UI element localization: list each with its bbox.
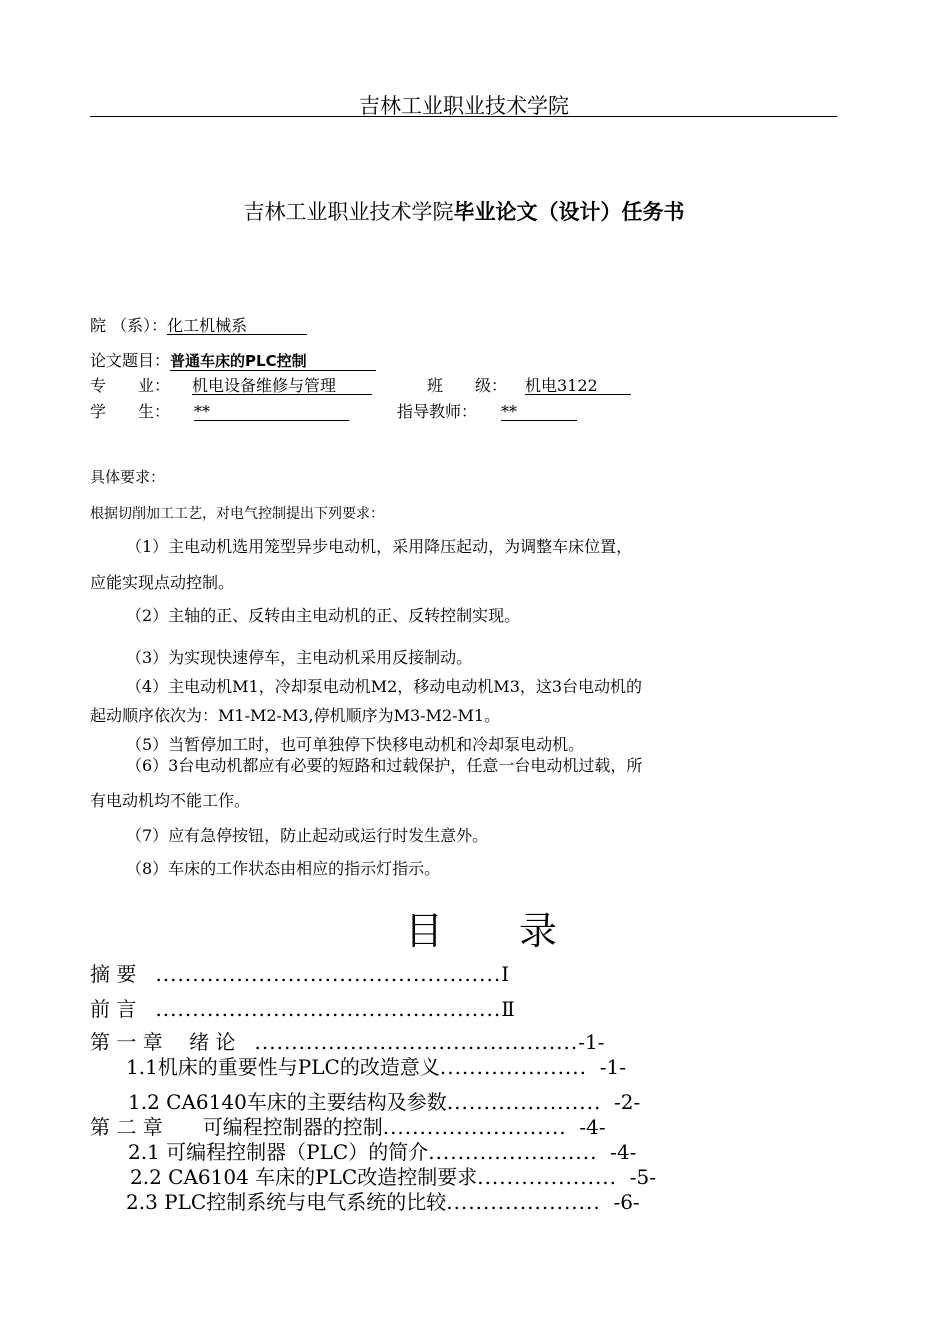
toc-entry-page: -4- (579, 1115, 606, 1139)
toc-entry-label: 2.1 可编程控制器（PLC）的简介 (128, 1140, 429, 1164)
toc-entry[interactable] (126, 1186, 640, 1215)
toc-entry[interactable] (126, 1051, 626, 1080)
requirement-line: （6）3台电动机都应有必要的短路和过载保护，任意一台电动机过载，所 (126, 756, 643, 775)
toc-entry-dots: ......................... (382, 1115, 567, 1139)
toc-entry-label: 1.2 CA6140车床的主要结构及参数 (128, 1090, 447, 1114)
title-main: 毕业论文（设计）任务书 (453, 199, 685, 224)
advisor-row (397, 399, 577, 422)
major-row (90, 373, 372, 396)
topic-row (90, 348, 376, 371)
toc-entry-label: 2.2 CA6104 车床的PLC改造控制要求 (130, 1165, 478, 1189)
toc-entry-dots: ....................... (428, 1140, 598, 1164)
requirement-line: 有电动机均不能工作。 (90, 791, 251, 810)
toc-entry-label: 2.3 PLC控制系统与电气系统的比较 (126, 1190, 447, 1214)
toc-entry-dots: ................... (477, 1165, 618, 1189)
toc-entry-dots: .................... (439, 1055, 588, 1079)
requirement-line: 应能实现点动控制。 (90, 573, 235, 592)
advisor-label: 指导教师： (397, 402, 478, 421)
title-school: 吉林工业职业技术学院 (243, 200, 454, 224)
class-value: 机电3122 (525, 377, 631, 395)
header-divider (90, 116, 837, 117)
toc-entry-page: Ⅱ (501, 997, 515, 1021)
toc-title: 目 录 (405, 909, 558, 953)
toc-entry-page: -5- (629, 1165, 656, 1189)
topic-value: 普通车床的PLC控制 (170, 353, 376, 371)
toc-entry-label: 1.1机床的重要性与PLC的改造意义 (126, 1055, 440, 1079)
major-label: 专 业： (90, 376, 171, 395)
student-row (90, 399, 349, 422)
toc-entry[interactable] (90, 958, 509, 987)
toc-entry-page: -6- (613, 1190, 640, 1214)
requirement-line: （8）车床的工作状态由相应的指示灯指示。 (126, 859, 441, 878)
toc-entry-dots: ............................................... (155, 962, 502, 986)
topic-label: 论文题目： (90, 351, 171, 370)
major-value: 机电设备维修与管理 (192, 377, 372, 395)
student-value: ** (194, 403, 349, 421)
toc-entry[interactable] (90, 993, 515, 1022)
requirement-line: （4）主电动机M1，冷却泵电动机M2，移动电动机M3，这3台电动机的 (126, 677, 643, 696)
toc-entry-dots: ............................................ (254, 1030, 579, 1054)
toc-entry-page: -2- (614, 1090, 641, 1114)
toc-entry-page: -1- (599, 1055, 626, 1079)
requirement-line: 起动顺序依次为：M1-M2-M3,停机顺序为M3-M2-M1。 (90, 706, 501, 725)
dept-row (90, 313, 307, 336)
student-label: 学 生： (90, 402, 171, 421)
toc-entry-label: 前 言 (90, 997, 137, 1021)
toc-entry-label: 摘 要 (90, 962, 137, 986)
toc-entry-dots: ..................... (446, 1090, 602, 1114)
toc-entry-dots: ............................................... (155, 997, 502, 1021)
dept-label: 院 （系）： (90, 316, 168, 335)
requirements-intro: 根据切削加工工艺，对电气控制提出下列要求： (90, 506, 384, 522)
toc-entry-label: 第 二 章 可编程控制器的控制 (90, 1115, 383, 1139)
toc-entry-page: -4- (610, 1140, 637, 1164)
requirement-line: （3）为实现快速停车，主电动机采用反接制动。 (126, 648, 473, 667)
dept-value: 化工机械系 (167, 317, 307, 335)
toc-entry-label: 第 一 章 绪 论 (90, 1030, 236, 1054)
requirements-heading: 具体要求： (90, 468, 166, 486)
toc-entry-dots: ..................... (446, 1190, 601, 1214)
document-title (0, 196, 928, 226)
page-header-school: 吉林工业职业技术学院 (359, 94, 569, 118)
class-label: 班 级： (427, 376, 508, 395)
requirement-line: （7）应有急停按钮，防止起动或运行时发生意外。 (126, 826, 489, 845)
requirement-line: （1）主电动机选用笼型异步电动机，采用降压起动，为调整车床位置， (126, 537, 633, 556)
requirement-line: （2）主轴的正、反转由主电动机的正、反转控制实现。 (126, 606, 521, 625)
advisor-value: ** (501, 403, 577, 421)
class-row (427, 373, 631, 396)
requirement-line: （5）当暂停加工时，也可单独停下快移电动机和冷却泵电动机。 (126, 735, 585, 754)
toc-entry-page: Ⅰ (501, 962, 510, 986)
toc-entry-page: -1- (578, 1030, 605, 1054)
